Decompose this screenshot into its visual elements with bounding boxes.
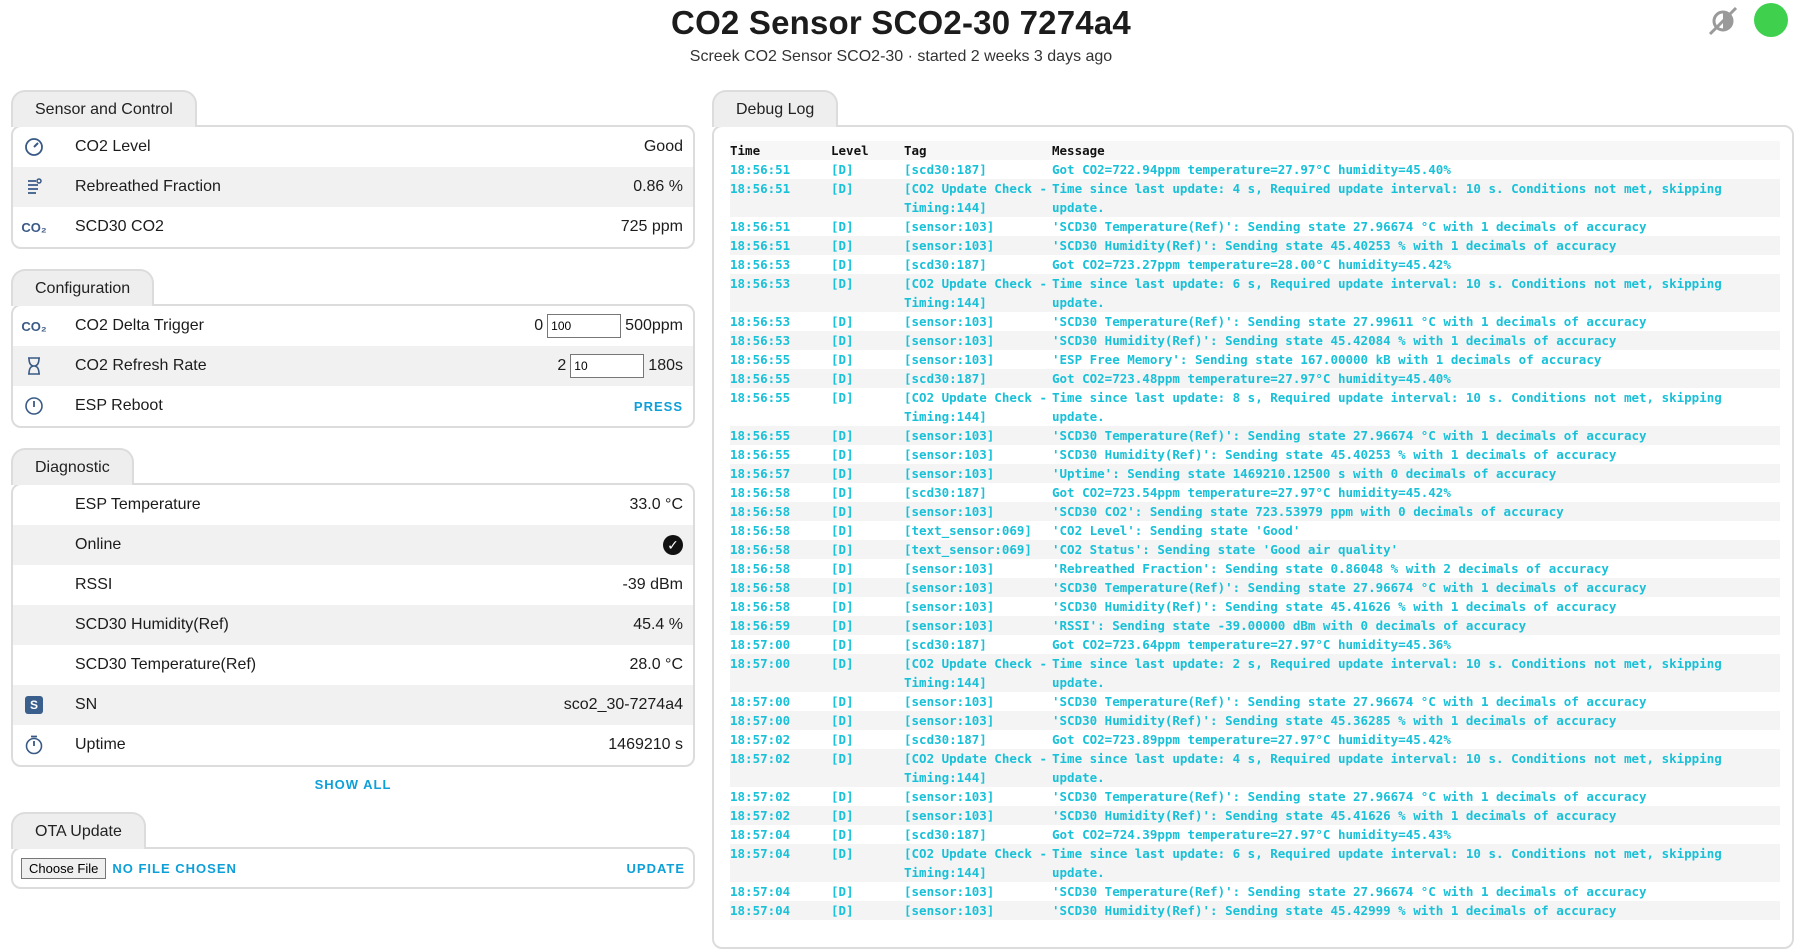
config-label: ESP Reboot [75, 397, 163, 414]
log-tag: [CO2 Update Check - Timing:144] [904, 844, 1052, 882]
log-tag: [scd30:187] [904, 827, 987, 842]
log-level: [D] [831, 502, 904, 521]
diag-label: SCD30 Temperature(Ref) [75, 656, 257, 673]
log-time: 18:56:58 [730, 599, 791, 614]
delta-trigger-input[interactable] [547, 314, 621, 338]
log-level: [D] [831, 236, 904, 255]
log-row [730, 616, 1780, 635]
page-subtitle: Screek CO2 Sensor SCO2-30 · started 2 weeks 3 days ago [689, 48, 1113, 65]
log-time: 18:57:04 [730, 827, 791, 842]
power-icon [23, 395, 45, 417]
range-min: 2 [557, 357, 567, 374]
config-card-tab: Configuration [11, 269, 154, 306]
log-message: 'RSSI': Sending state -39.00000 dBm with 0 decimals of accuracy [1052, 616, 1780, 635]
log-level: [D] [831, 426, 904, 445]
log-row [730, 692, 1780, 711]
log-time: 18:56:51 [730, 236, 831, 255]
log-message: Got CO2=722.94ppm temperature=27.97°C humidity=45.40% [1052, 162, 1451, 177]
diag-value: 33.0 °C [629, 496, 683, 513]
debug-log-card[interactable] [712, 125, 1794, 949]
diag-value: -39 dBm [622, 576, 683, 593]
col-tag: Tag [904, 141, 1052, 160]
log-time: 18:56:59 [730, 616, 831, 635]
col-level: Level [831, 141, 904, 160]
log-row [730, 236, 1780, 255]
log-row [730, 426, 1780, 445]
log-row [730, 844, 1780, 882]
log-time: 18:57:00 [730, 637, 791, 652]
log-tag: [sensor:103] [904, 447, 995, 462]
log-tag: [scd30:187] [904, 485, 987, 500]
config-card [11, 304, 695, 428]
log-level: [D] [831, 694, 854, 709]
diag-label: Uptime [75, 736, 126, 753]
page-header [0, 0, 1802, 70]
choose-file-button[interactable]: Choose File [21, 858, 106, 879]
diag-value: 28.0 °C [629, 656, 683, 673]
log-row [730, 578, 1780, 597]
log-message: Got CO2=723.54ppm temperature=27.97°C humidity=45.42% [1052, 485, 1451, 500]
log-row [730, 825, 1780, 844]
log-level: [D] [831, 274, 904, 312]
log-message: 'SCD30 Temperature(Ref)': Sending state 27.96674 °C with 1 decimals of accuracy [1052, 789, 1647, 804]
log-tag: [scd30:187] [904, 369, 1052, 388]
log-tag: [sensor:103] [904, 806, 1052, 825]
log-time: 18:56:51 [730, 162, 791, 177]
log-level: [D] [831, 352, 854, 367]
log-row [730, 217, 1780, 236]
log-message: Time since last update: 8 s, Required update interval: 10 s. Conditions not met, skipping update. [1052, 390, 1722, 424]
log-level: [D] [831, 485, 854, 500]
log-level: [D] [831, 540, 904, 559]
hourglass-icon [23, 355, 45, 377]
log-row [730, 540, 1780, 559]
update-button[interactable]: UPDATE [626, 860, 685, 876]
page-title: CO2 Sensor SCO2-30 7274a4 [671, 4, 1131, 41]
col-time: Time [730, 141, 831, 160]
log-tag: [sensor:103] [904, 578, 1052, 597]
diag-row-temperature[interactable] [13, 645, 693, 685]
config-row-esp-reboot [13, 386, 693, 426]
log-message: Got CO2=723.89ppm temperature=27.97°C humidity=45.42% [1052, 732, 1451, 747]
log-time: 18:56:53 [730, 314, 791, 329]
log-time: 18:56:53 [730, 274, 831, 312]
log-level: [D] [831, 901, 904, 920]
range-max: 180s [648, 357, 683, 374]
log-time: 18:57:00 [730, 654, 831, 692]
log-tag: [sensor:103] [904, 502, 1052, 521]
diag-row-uptime[interactable] [13, 725, 693, 765]
debug-log-tab: Debug Log [712, 90, 838, 127]
diag-value: sco2_30-7274a4 [563, 696, 683, 713]
log-time: 18:56:55 [730, 390, 791, 405]
log-message: 'SCD30 Temperature(Ref)': Sending state 27.96674 °C with 1 decimals of accuracy [1052, 694, 1647, 709]
log-time: 18:56:58 [730, 540, 831, 559]
log-message: 'SCD30 Humidity(Ref)': Sending state 45.42084 % with 1 decimals of accuracy [1052, 331, 1780, 350]
log-level: [D] [831, 390, 854, 405]
diag-row-humidity[interactable] [13, 605, 693, 645]
log-tag: [CO2 Update Check - Timing:144] [904, 654, 1052, 692]
log-tag: [sensor:103] [904, 331, 1052, 350]
log-time: 18:56:55 [730, 369, 831, 388]
log-message: 'SCD30 Temperature(Ref)': Sending state 27.96674 °C with 1 decimals of accuracy [1052, 884, 1647, 899]
left-panel [11, 88, 695, 889]
log-row [730, 160, 1780, 179]
sensor-label: SCD30 CO2 [75, 218, 164, 235]
log-message: 'SCD30 Humidity(Ref)': Sending state 45.40253 % with 1 decimals of accuracy [1052, 447, 1617, 462]
diagnostic-card-tab: Diagnostic [11, 448, 134, 485]
log-message: 'SCD30 Humidity(Ref)': Sending state 45.42999 % with 1 decimals of accuracy [1052, 901, 1780, 920]
sensor-label: CO2 Level [75, 138, 151, 155]
log-message: 'CO2 Level': Sending state 'Good' [1052, 523, 1301, 538]
log-row [730, 388, 1780, 426]
diag-row-online[interactable] [13, 525, 693, 565]
log-body [730, 160, 1780, 920]
log-tag: [CO2 Update Check - Timing:144] [904, 749, 1052, 787]
log-message: Got CO2=724.39ppm temperature=27.97°C humidity=45.43% [1052, 827, 1451, 842]
log-row [730, 274, 1780, 312]
config-label: CO2 Refresh Rate [75, 357, 207, 374]
log-tag: [sensor:103] [904, 561, 995, 576]
log-level: [D] [831, 464, 904, 483]
log-tag: [scd30:187] [904, 257, 987, 272]
log-level: [D] [831, 523, 854, 538]
show-all-button[interactable]: SHOW ALL [314, 777, 392, 792]
log-level: [D] [831, 162, 854, 177]
col-message: Message [1052, 141, 1780, 160]
diag-label: SN [75, 696, 98, 713]
config-value [557, 354, 683, 378]
log-message: 'SCD30 Humidity(Ref)': Sending state 45.41626 % with 1 decimals of accuracy [1052, 599, 1617, 614]
log-tag: [CO2 Update Check - Timing:144] [904, 179, 1052, 217]
log-level: [D] [831, 749, 904, 787]
log-tag: [sensor:103] [904, 789, 995, 804]
diag-label: RSSI [75, 576, 113, 593]
log-message: 'SCD30 CO2': Sending state 723.53979 ppm with 0 decimals of accuracy [1052, 502, 1780, 521]
log-time: 18:56:55 [730, 426, 831, 445]
log-row [730, 901, 1780, 920]
log-level: [D] [831, 732, 854, 747]
diag-row-esp-temperature[interactable] [13, 485, 693, 525]
log-row [730, 787, 1780, 806]
log-tag: [CO2 Update Check - Timing:144] [904, 390, 1047, 424]
log-time: 18:56:51 [730, 219, 791, 234]
log-message: 'SCD30 Temperature(Ref)': Sending state 27.99611 °C with 1 decimals of accuracy [1052, 314, 1647, 329]
log-level: [D] [831, 578, 904, 597]
log-time: 18:56:58 [730, 485, 791, 500]
log-message: 'CO2 Status': Sending state 'Good air quality' [1052, 540, 1780, 559]
log-level: [D] [831, 369, 904, 388]
log-level: [D] [831, 827, 854, 842]
timer-icon [23, 734, 45, 756]
log-tag: [sensor:103] [904, 599, 995, 614]
log-level: [D] [831, 447, 854, 462]
log-message: Got CO2=723.27ppm temperature=28.00°C humidity=45.42% [1052, 257, 1451, 272]
log-time: 18:56:58 [730, 502, 831, 521]
log-message: Time since last update: 2 s, Required update interval: 10 s. Conditions not met, skipping update. [1052, 654, 1780, 692]
log-level: [D] [831, 654, 904, 692]
config-row-refresh-rate [13, 346, 693, 386]
log-level: [D] [831, 219, 854, 234]
log-time: 18:57:02 [730, 749, 831, 787]
log-message: Time since last update: 6 s, Required update interval: 10 s. Conditions not met, skipping update. [1052, 274, 1780, 312]
sensor-card-tab: Sensor and Control [11, 90, 197, 127]
log-tag: [sensor:103] [904, 616, 1052, 635]
log-time: 18:56:51 [730, 179, 831, 217]
log-level: [D] [831, 884, 854, 899]
no-file-chosen-text: NO FILE CHOSEN [112, 860, 237, 876]
co2-icon: CO₂ [21, 318, 47, 334]
serial-number-icon: S [25, 696, 43, 714]
log-row [730, 179, 1780, 217]
sensor-label: Rebreathed Fraction [75, 178, 221, 195]
log-header-row [730, 141, 1780, 160]
esp-reboot-press-button[interactable]: PRESS [633, 398, 683, 414]
log-time: 18:57:00 [730, 711, 831, 730]
ota-row [13, 849, 693, 887]
range-min: 0 [534, 317, 544, 334]
log-level: [D] [831, 711, 904, 730]
log-message: Time since last update: 4 s, Required update interval: 10 s. Conditions not met, skipping update. [1052, 179, 1780, 217]
log-tag: [sensor:103] [904, 884, 995, 899]
sensor-card [11, 125, 695, 249]
log-message: 'SCD30 Humidity(Ref)': Sending state 45.40253 % with 1 decimals of accuracy [1052, 236, 1780, 255]
log-time: 18:56:58 [730, 523, 791, 538]
log-row [730, 369, 1780, 388]
diag-value: 1469210 s [608, 736, 683, 753]
sensor-row-rebreathed-fraction[interactable] [13, 167, 693, 207]
log-row [730, 730, 1780, 749]
config-row-delta-trigger [13, 306, 693, 346]
co2-icon: CO₂ [21, 219, 47, 235]
log-row [730, 255, 1780, 274]
debug-log-panel [712, 88, 1794, 938]
log-level: [D] [831, 637, 854, 652]
log-row [730, 312, 1780, 331]
log-tag: [sensor:103] [904, 314, 995, 329]
diagnostic-card [11, 483, 695, 767]
log-row [730, 597, 1780, 616]
log-time: 18:56:55 [730, 352, 791, 367]
log-level: [D] [831, 806, 904, 825]
diag-value: 45.4 % [633, 616, 683, 633]
log-time: 18:56:53 [730, 257, 791, 272]
log-level: [D] [831, 314, 854, 329]
log-row [730, 806, 1780, 825]
log-tag: [scd30:187] [904, 637, 987, 652]
log-tag: [sensor:103] [904, 426, 1052, 445]
log-time: 18:57:04 [730, 884, 791, 899]
log-time: 18:57:00 [730, 694, 791, 709]
diag-label: SCD30 Humidity(Ref) [75, 616, 229, 633]
log-message: Time since last update: 6 s, Required update interval: 10 s. Conditions not met, skipping update. [1052, 844, 1780, 882]
sensor-value: 0.86 % [633, 178, 683, 195]
log-row [730, 521, 1780, 540]
sensor-value: 725 ppm [620, 218, 683, 235]
sensor-value: Good [643, 138, 683, 155]
log-tag: [text_sensor:069] [904, 523, 1032, 538]
check-circle-icon: ✓ [663, 535, 683, 555]
log-tag: [sensor:103] [904, 464, 1052, 483]
log-message: 'SCD30 Temperature(Ref)': Sending state 27.96674 °C with 1 decimals of accuracy [1052, 219, 1647, 234]
log-message: 'ESP Free Memory': Sending state 167.00000 kB with 1 decimals of accuracy [1052, 352, 1602, 367]
range-max: 500ppm [625, 317, 683, 334]
log-level: [D] [831, 616, 904, 635]
log-message: Got CO2=723.48ppm temperature=27.97°C humidity=45.40% [1052, 369, 1780, 388]
log-row [730, 445, 1780, 464]
diag-label: ESP Temperature [75, 496, 201, 513]
log-level: [D] [831, 844, 904, 882]
log-row [730, 559, 1780, 578]
log-row [730, 331, 1780, 350]
diag-label: Online [75, 536, 122, 553]
log-time: 18:57:02 [730, 789, 791, 804]
log-time: 18:57:02 [730, 806, 831, 825]
log-tag: [text_sensor:069] [904, 540, 1052, 559]
log-row [730, 882, 1780, 901]
sensor-row-co2-level[interactable] [13, 127, 693, 167]
log-row [730, 464, 1780, 483]
ota-card [11, 847, 695, 889]
sensor-row-scd30-co2[interactable] [13, 207, 693, 247]
log-level: [D] [831, 599, 854, 614]
log-row [730, 749, 1780, 787]
config-label: CO2 Delta Trigger [75, 317, 204, 334]
log-row [730, 711, 1780, 730]
log-row [730, 483, 1780, 502]
debug-log-table [730, 141, 1780, 920]
log-tag: [sensor:103] [904, 694, 995, 709]
log-row [730, 502, 1780, 521]
log-time: 18:57:02 [730, 732, 791, 747]
log-level: [D] [831, 789, 854, 804]
log-tag: [sensor:103] [904, 219, 995, 234]
log-message: 'Rebreathed Fraction': Sending state 0.86048 % with 2 decimals of accuracy [1052, 561, 1609, 576]
log-time: 18:56:57 [730, 464, 831, 483]
log-message: 'Uptime': Sending state 1469210.12500 s with 0 decimals of accuracy [1052, 464, 1780, 483]
log-row [730, 635, 1780, 654]
log-time: 18:56:53 [730, 331, 831, 350]
lungs-icon [23, 176, 45, 198]
log-tag: [sensor:103] [904, 901, 1052, 920]
log-time: 18:57:04 [730, 844, 831, 882]
gauge-icon [23, 136, 45, 158]
diag-row-sn[interactable] [13, 685, 693, 725]
log-tag: [sensor:103] [904, 711, 1052, 730]
ota-card-tab: OTA Update [11, 812, 146, 849]
theme-toggle-icon[interactable] [1706, 4, 1740, 38]
log-message: 'SCD30 Temperature(Ref)': Sending state 27.96674 °C with 1 decimals of accuracy [1052, 426, 1780, 445]
log-message: 'SCD30 Temperature(Ref)': Sending state 27.96674 °C with 1 decimals of accuracy [1052, 578, 1780, 597]
diag-row-rssi[interactable] [13, 565, 693, 605]
log-time: 18:57:04 [730, 901, 831, 920]
log-message: Time since last update: 4 s, Required update interval: 10 s. Conditions not met, skipping update. [1052, 749, 1780, 787]
log-message: 'SCD30 Humidity(Ref)': Sending state 45.36285 % with 1 decimals of accuracy [1052, 711, 1780, 730]
connection-status-dot [1754, 3, 1788, 37]
log-level: [D] [831, 257, 854, 272]
log-tag: [sensor:103] [904, 236, 1052, 255]
log-level: [D] [831, 179, 904, 217]
log-message: 'SCD30 Humidity(Ref)': Sending state 45.41626 % with 1 decimals of accuracy [1052, 806, 1780, 825]
log-row [730, 350, 1780, 369]
log-time: 18:56:58 [730, 561, 791, 576]
log-row [730, 654, 1780, 692]
config-value [534, 314, 683, 338]
log-time: 18:56:58 [730, 578, 831, 597]
log-time: 18:56:55 [730, 447, 791, 462]
log-level: [D] [831, 331, 904, 350]
refresh-rate-input[interactable] [570, 354, 644, 378]
log-tag: [CO2 Update Check - Timing:144] [904, 274, 1052, 312]
log-tag: [sensor:103] [904, 352, 995, 367]
log-level: [D] [831, 561, 854, 576]
log-tag: [scd30:187] [904, 732, 987, 747]
log-tag: [scd30:187] [904, 162, 987, 177]
log-message: Got CO2=723.64ppm temperature=27.97°C humidity=45.36% [1052, 637, 1451, 652]
